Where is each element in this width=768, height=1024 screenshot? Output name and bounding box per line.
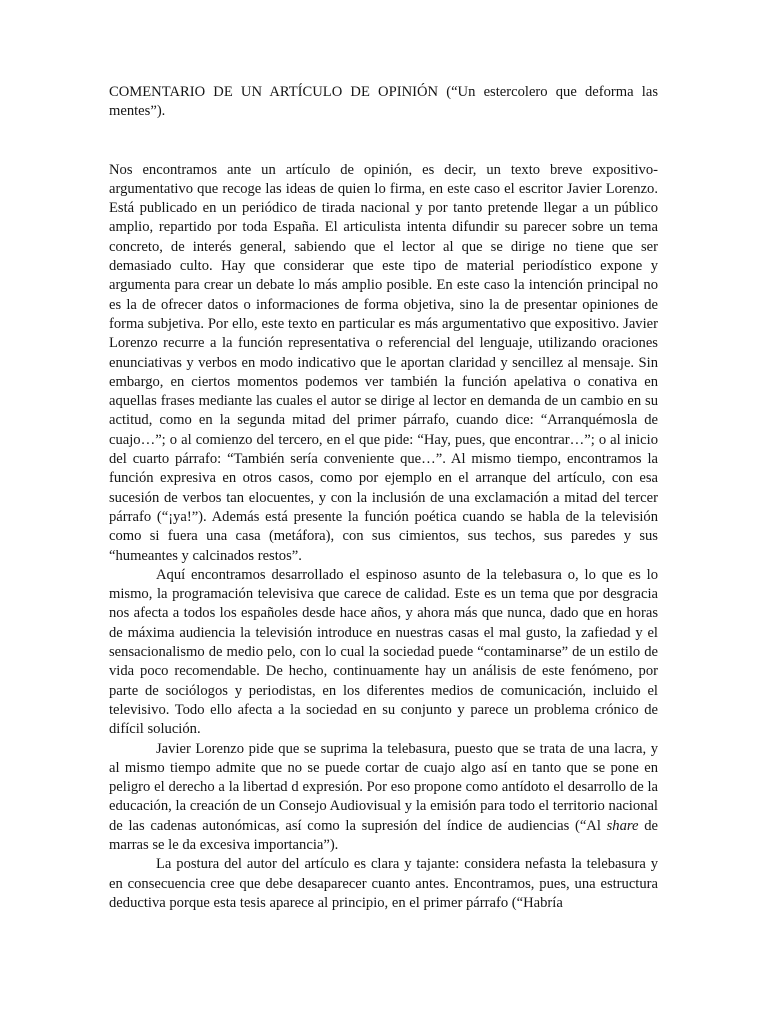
paragraph-proposal-text-b: de marras se le da excesiva importancia”). xyxy=(109,817,658,853)
paragraph-proposal-text-a: Javier Lorenzo pide que se suprima la telebasura, puesto que se trata de una lacra, y al mismo tiempo admite que no se puede cortar de cuajo algo así en tanto que se pone en peligro el derecho a la libertad d expresión. Por eso propone como antídoto el desarrollo de la educación, la creación de un Consejo Audiovisual y la emisión para todo el territorio nacional de las cadenas autonómicas, así como la supresión del índice de audiencias (“Al xyxy=(109,740,658,834)
paragraph-topic: Aquí encontramos desarrollado el espinoso asunto de la telebasura o, lo que es lo mismo, la programación televisiva que carece de calidad. Este es un tema que por desgracia nos afecta a todos los españoles desde hace años, y ahora más que nunca, dado que en horas de máxima audiencia la televisión introduce en nuestras casas el mal gusto, la zafiedad y el sensacionalismo de medio pelo, con lo cual la sociedad puede “contaminarse” de un estilo de vida poco recomendable. De hecho, continuamente hay un análisis de este fenómeno, por parte de sociólogos y periodistas, en los diferentes medios de comunicación, incluido el televisivo. Todo ello afecta a la sociedad en su conjunto y parece un problema crónico de difícil solución. xyxy=(109,566,658,738)
document-page xyxy=(109,83,658,913)
paragraph-structure: La postura del autor del artículo es clara y tajante: considera nefasta la telebasura y en consecuencia cree que debe desaparecer cuanto antes. Encontramos, pues, una estructura deductiva porque esta tesis aparece al principio, en el primer párrafo (“Habría xyxy=(109,856,658,911)
paragraph-intro: Nos encontramos ante un artículo de opinión, es decir, un texto breve expositivo-argumentativo que recoge las ideas de quien lo firma, en este caso el escritor Javier Lorenzo. Está publicado en un periódico de tirada nacional y por tanto pretende llegar a un público amplio, repartido por toda España. El articulista intenta difundir su parecer sobre un tema concreto, de interés general, sabiendo que el lector al que se dirige no tiene que ser demasiado culto. Hay que considerar que este tipo de material periodístico expone y argumenta para crear un debate lo más amplio posible. En este caso la intención principal no es la de ofrecer datos o informaciones de forma objetiva, sino la de presentar opiniones de forma subjetiva. Por ello, este texto en particular es más argumentativo que expositivo. Javier Lorenzo recurre a la función representativa o referencial del lenguaje, utilizando oraciones enunciativas y verbos en modo indicativo que le aportan claridad y sencillez al mensaje. Sin embargo, en ciertos momentos podemos ver también la función apelativa o conativa en aquellas frases mediante las cuales el autor se dirige al lector en demanda de un cambio en su actitud, como en la segunda mitad del primer párrafo, cuando dice: “Arranquémosla de cuajo…”; o al comienzo del tercero, en el que pide: “Hay, pues, que encontrar…”; o al inicio del cuarto párrafo: “También sería conveniente que…”. Al mismo tiempo, encontramos la función expresiva en otros casos, como por ejemplo en el arranque del artículo, con esa sucesión de verbos tan elocuentes, y con la inclusión de una exclamación a mitad del tercer párrafo (“¡ya!”). Además está presente la función poética cuando se habla de la televisión como si fuera una casa (metáfora), con sus cimientos, sus techos, sus paredes y sus “humeantes y calcinados restos”. xyxy=(109,161,658,564)
paragraph-proposal xyxy=(109,740,658,856)
document-title: COMENTARIO DE UN ARTÍCULO DE OPINIÓN (“Un estercolero que deforma las mentes”). xyxy=(109,84,658,120)
italic-term-share: share xyxy=(606,817,639,834)
